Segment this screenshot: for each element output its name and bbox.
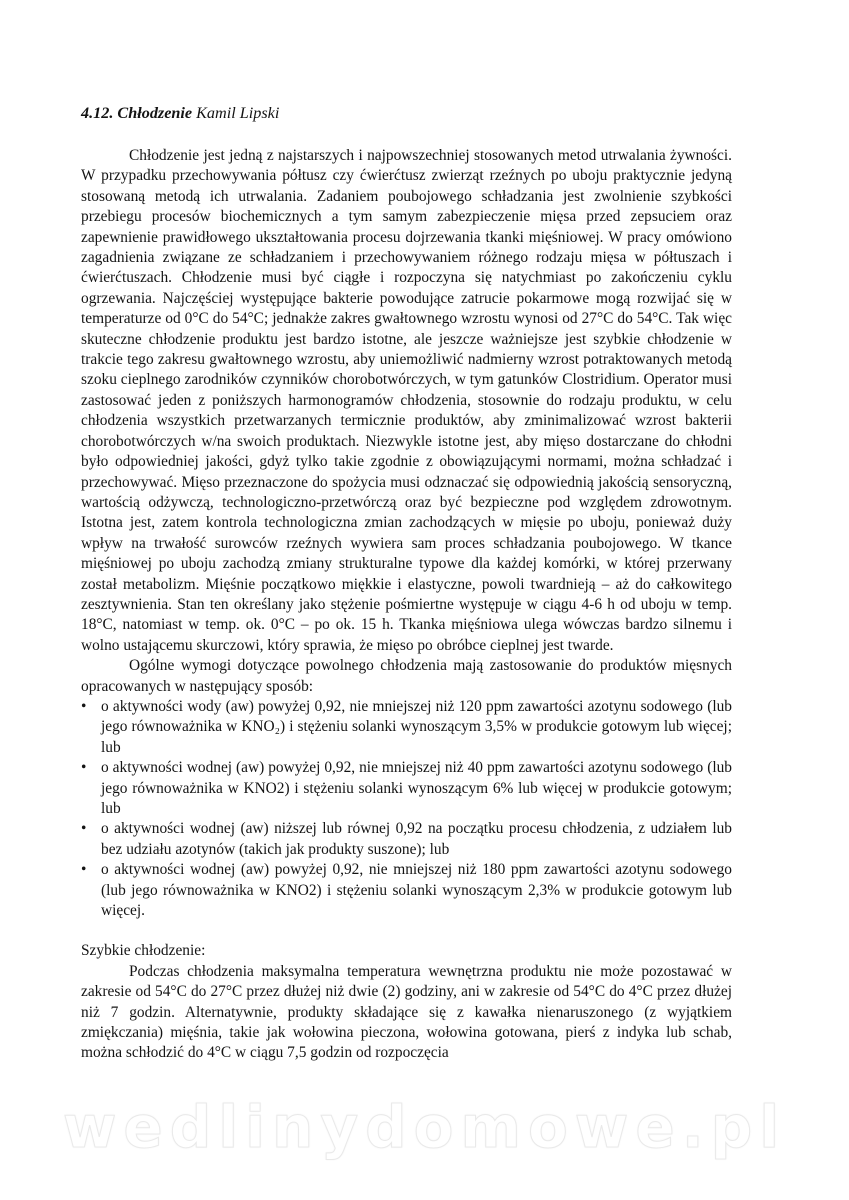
list-item-text: o aktywności wodnej (aw) powyżej 0,92, nie mniejszej niż 180 ppm zawartości azotynu sodowego (lub jego równoważnika w KNO2) i stężeniu solanki wynoszącym 2,3% w produkcie gotowym lub więcej. (101, 861, 732, 920)
section-title: 4.12. Chłodzenie (81, 104, 193, 122)
fast-cooling-title: Szybkie chłodzenie: (81, 942, 206, 960)
list-item (81, 758, 732, 819)
bullet-icon: • (81, 697, 87, 715)
site-watermark: wedlinydomowe.pl (62, 1093, 787, 1161)
general-requirements-paragraph: Ogólne wymogi dotyczące powolnego chłodzenia mają zastosowanie do produktów mięsnych opracowanych w następujący sposób: (81, 657, 732, 695)
bullet-icon: • (81, 759, 87, 777)
bullet-icon: • (81, 861, 87, 879)
author-name: Kamil Lipski (196, 104, 280, 122)
list-item (81, 697, 732, 758)
list-item-text: o aktywności wodnej (aw) powyżej 0,92, nie mniejszej niż 40 ppm zawartości azotynu sodowego (lub jego równoważnika w KNO2) i stężeniu solanki wynoszącym 6% lub więcej w produkcie gotowym; lub (101, 759, 732, 817)
section-spacer (81, 921, 732, 941)
list-item (81, 819, 732, 860)
section-heading (81, 102, 732, 124)
bullet-icon: • (81, 820, 87, 838)
document-page (81, 88, 732, 1064)
requirements-list (81, 697, 732, 921)
list-item (81, 860, 732, 921)
intro-paragraph: Chłodzenie jest jedną z najstarszych i najpowszechniej stosowanych metod utrwalania żywności. W przypadku przechowywania półtusz czy ćwierćtusz zwierząt rzeźnych po uboju praktycznie jedyną stosowaną metodą ich utrwalania. Zadaniem poubojowego schładzania jest zwolnienie szybkości przebiegu procesów biochemicznych a tym samym zabezpieczenie mięsa przed zepsuciem oraz zapewnienie prawidłowego ukształtowania procesu dojrzewania tkanki mięśniowej. W pracy omówiono zagadnienia związane ze schładzaniem i przechowywaniem różnego rodzaju mięsa w półtuszach i ćwierćtuszach. Chłodzenie musi być ciągłe i rozpoczyna się natychmiast po zakończeniu cyklu ogrzewania. Najczęściej występujące bakterie powodujące zatrucie pokarmowe mogą rozwijać się w temperaturze od 0°C do 54°C; jednakże zakres gwałtownego wzrostu wynosi od 27°C do 54°C. Tak więc skuteczne chłodzenie produktu jest bardzo istotne, ale jeszcze ważniejsze jest szybkie chłodzenie w trakcie tego zakresu gwałtownego wzrostu, aby uniemożliwić nadmierny wzrost potraktowanych metodą szoku cieplnego zarodników czynników chorobotwórczych, w tym gatunków Clostridium. Operator musi zastosować jeden z poniższych harmonogramów chłodzenia, stosownie do rodzaju produktu, w celu chłodzenia wszystkich przetwarzanych termicznie produktów, aby zminimalizować wzrost bakterii chorobotwórczych w/na swoich produktach. Niezwykle istotne jest, aby mięso dostarczane do chłodni było odpowiedniej jakości, gdyż tylko takie zgodnie z obowiązującymi normami, można schładzać i przechowywać. Mięso przeznaczone do spożycia musi odznaczać się odpowiednią jakością sensoryczną, wartością odżywczą, technologiczno-przetwórczą oraz być bezpieczne pod względem zdrowotnym. Istotna jest, zatem kontrola technologiczna zmian zachodzących w mięsie po uboju, ponieważ duży wpływ na trwałość surowców rzeźnych wywiera sam proces schładzania poubojowego. W tkance mięśniowej po uboju zachodzą zmiany strukturalne typowe dla każdej komórki, w której przerwany został metabolizm. Mięśnie początkowo miękkie i elastyczne, powoli twardnieją – aż do całkowitego zesztywnienia. Stan ten określany jako stężenie pośmiertne występuje w ciągu 4-6 h od uboju w temp. 18°C, natomiast w temp. ok. 0°C – po ok. 15 h. Tkanka mięśniowa ulega wówczas bardzo silnemu i wolno ustającemu skurczowi, który sprawia, że mięso po obróbce cieplnej jest twarde. (81, 147, 732, 654)
list-item-text: o aktywności wodnej (aw) niższej lub równej 0,92 na początku procesu chłodzenia, z udziałem lub bez udziału azotynów (takich jak produkty suszone); lub (101, 820, 732, 858)
list-item-text: o aktywności wody (aw) powyżej 0,92, nie mniejszej niż 120 ppm zawartości azotynu sodowego (lub jego równoważnika w KNO₂) i stężeniu solanki wynoszącym 3,5% w produkcie gotowym lub więcej; lub (101, 697, 732, 756)
fast-cooling-paragraph: Podczas chłodzenia maksymalna temperatura wewnętrzna produktu nie może pozostawać w zakresie od 54°C do 27°C przez dłużej niż dwie (2) godziny, ani w zakresie od 54°C do 4°C przez dłużej niż 7 godzin. Alternatywnie, produkty składające się z kawałka nienaruszonego (z wyjątkiem zmiękczania) mięśnia, takie jak wołowina pieczona, wołowina gotowana, pierś z indyka lub schab, można schłodzić do 4°C w ciągu 7,5 godzin od rozpoczęcia (81, 962, 732, 1062)
